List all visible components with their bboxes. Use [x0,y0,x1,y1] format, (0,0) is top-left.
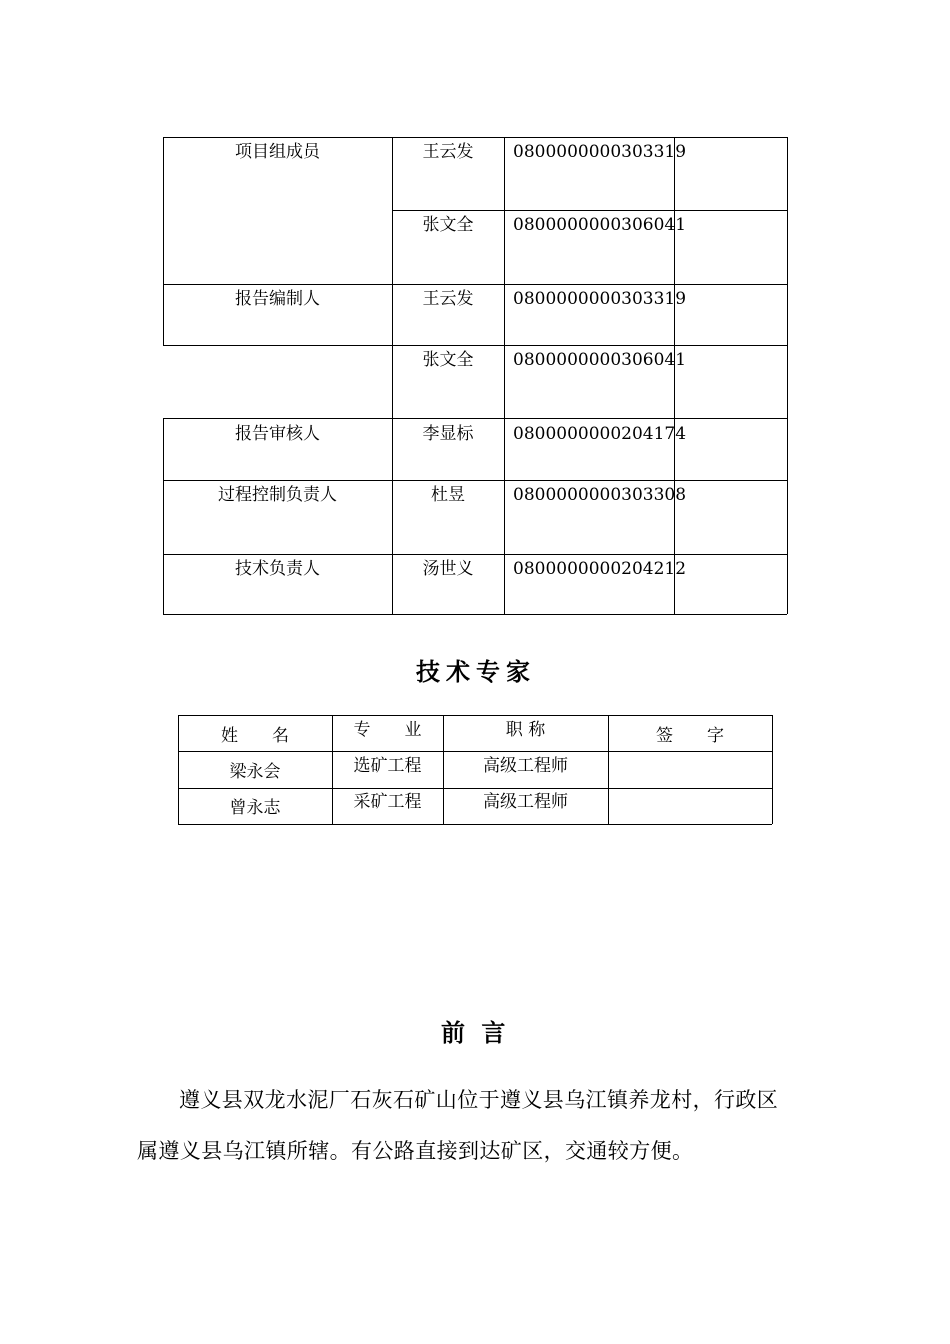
role-cell: 报告编制人 [235,289,320,309]
table-border [163,614,787,615]
expert-title: 高级工程师 [483,792,568,812]
header-signature: 签 字 [656,726,724,746]
table-border [504,137,505,614]
id-cell: 0800000000303308 [513,485,687,505]
table-border [178,788,772,789]
table-border [392,137,393,614]
table-border [392,210,787,211]
header-specialty: 专 业 [353,720,422,740]
name-cell: 王云发 [422,289,474,309]
preface-title: 前 言 [441,1018,510,1047]
expert-specialty: 采矿工程 [353,792,422,812]
experts-title: 技术专家 [416,657,536,686]
table-border [772,715,773,824]
preface-paragraph-line-2: 属遵义县乌江镇所辖。有公路直接到达矿区，交通较方便。 [137,1139,694,1163]
table-border [163,418,164,614]
header-title: 职 称 [505,720,546,740]
role-cell: 过程控制负责人 [218,485,337,505]
role-cell: 报告审核人 [235,424,320,444]
role-cell: 项目组成员 [235,142,320,162]
table-border [178,751,772,752]
table-border [787,137,788,614]
expert-name: 曾永志 [229,798,281,818]
id-cell: 0800000000306041 [513,215,687,235]
header-name: 姓 名 [221,726,289,746]
name-cell: 张文全 [422,350,474,370]
expert-specialty: 选矿工程 [353,756,422,776]
table-border [163,554,787,555]
table-border [163,137,787,138]
table-border [163,480,787,481]
role-cell: 技术负责人 [235,559,320,579]
id-cell: 0800000000204174 [513,424,687,444]
table-border [178,715,772,716]
id-cell: 0800000000303319 [513,142,687,162]
table-border [674,137,675,614]
table-border [163,284,787,285]
preface-paragraph-line-1: 遵义县双龙水泥厂石灰石矿山位于遵义县乌江镇养龙村，行政区 [179,1088,779,1112]
table-border [178,824,772,825]
name-cell: 杜昱 [431,485,465,505]
expert-name: 梁永会 [229,762,281,782]
id-cell: 0800000000204212 [513,559,687,579]
name-cell: 汤世义 [422,559,474,579]
expert-title: 高级工程师 [483,756,568,776]
id-cell: 0800000000306041 [513,350,687,370]
table-border [163,345,787,346]
name-cell: 张文全 [422,215,474,235]
name-cell: 王云发 [422,142,474,162]
id-cell: 0800000000303319 [513,289,687,309]
name-cell: 李显标 [422,424,474,444]
table-border [163,418,787,419]
table-border [163,137,164,345]
